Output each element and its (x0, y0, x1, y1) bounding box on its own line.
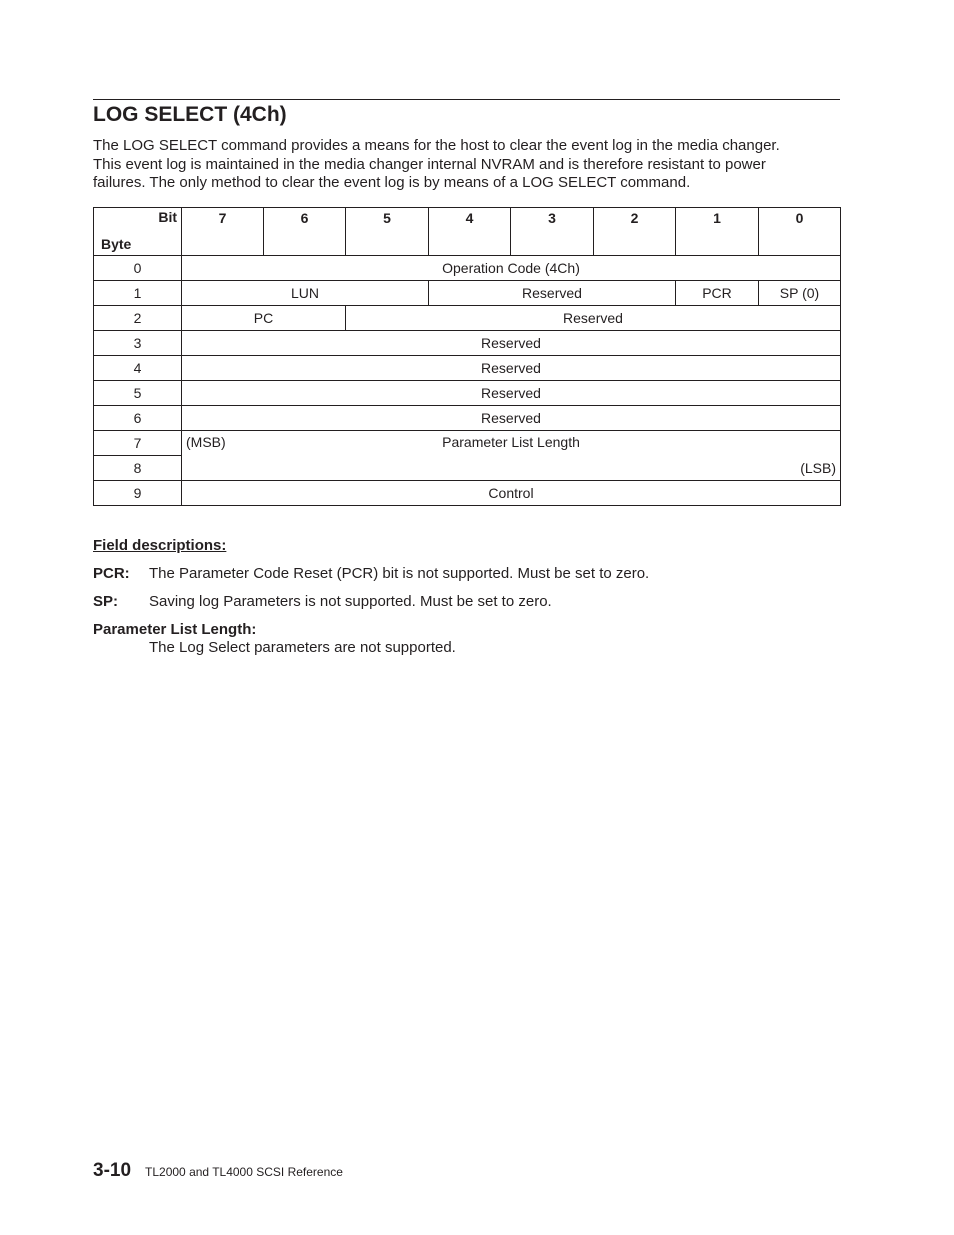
pc-field: PC (182, 306, 346, 331)
top-rule (93, 99, 840, 100)
reserved-field: Reserved (182, 381, 841, 406)
table-corner-cell (94, 208, 182, 256)
operation-code-field: Operation Code (4Ch) (182, 256, 841, 281)
pcr-description: The Parameter Code Reset (PCR) bit is not supported. Must be set to zero. (149, 565, 650, 582)
sp-field: SP (0) (759, 281, 841, 306)
byte-number: 2 (94, 306, 182, 331)
reserved-field: Reserved (182, 406, 841, 431)
byte-number: 1 (94, 281, 182, 306)
parameter-list-length-field (182, 431, 841, 456)
bit-header: 7 (182, 208, 264, 256)
table-row (94, 281, 841, 306)
byte-number: 0 (94, 256, 182, 281)
table-row (94, 456, 841, 481)
parameter-list-length-label: Parameter List Length (442, 434, 580, 450)
page-number: 3-10 (93, 1160, 132, 1181)
byte-number: 4 (94, 356, 182, 381)
intro-line: The LOG SELECT command provides a means for the host to clear the event log in the media changer. (93, 137, 780, 154)
reserved-field: Reserved (182, 356, 841, 381)
page-title: LOG SELECT (4Ch) (93, 103, 287, 126)
table-row (94, 256, 841, 281)
sp-description: Saving log Parameters is not supported. Must be set to zero. (149, 593, 552, 610)
intro-line: failures. The only method to clear the event log is by means of a LOG SELECT command. (93, 174, 691, 191)
pcr-field: PCR (676, 281, 759, 306)
command-descriptor-table (93, 207, 841, 506)
parameter-list-length-description: The Log Select parameters are not supported. (149, 639, 456, 656)
table-row (94, 356, 841, 381)
table-row (94, 431, 841, 456)
table-row (94, 406, 841, 431)
byte-number: 6 (94, 406, 182, 431)
intro-paragraph (93, 137, 843, 193)
table-row (94, 381, 841, 406)
table-row (94, 306, 841, 331)
table-header-row (94, 208, 841, 256)
parameter-list-length-term: Parameter List Length: (93, 621, 257, 638)
lsb-marker: (LSB) (182, 456, 841, 481)
table-row (94, 331, 841, 356)
bit-header: 2 (594, 208, 676, 256)
sp-definition (93, 593, 552, 611)
lun-field: LUN (182, 281, 429, 306)
reserved-field: Reserved (182, 331, 841, 356)
intro-line: This event log is maintained in the media changer internal NVRAM and is therefore resistant to power (93, 155, 766, 173)
bit-header: 6 (264, 208, 346, 256)
byte-number: 3 (94, 331, 182, 356)
bit-header: 0 (759, 208, 841, 256)
byte-number: 9 (94, 481, 182, 506)
bit-header: 5 (346, 208, 429, 256)
book-title: TL2000 and TL4000 SCSI Reference (145, 1165, 343, 1179)
reserved-field: Reserved (429, 281, 676, 306)
bit-header: 3 (511, 208, 594, 256)
control-field: Control (182, 481, 841, 506)
page-footer (93, 1160, 343, 1182)
byte-number: 5 (94, 381, 182, 406)
reserved-field: Reserved (346, 306, 841, 331)
sp-term: SP: (93, 593, 119, 610)
byte-number: 8 (94, 456, 182, 481)
pcr-definition (93, 565, 649, 583)
byte-number: 7 (94, 431, 182, 456)
table-row (94, 481, 841, 506)
byte-label: Byte (101, 236, 132, 252)
msb-marker: (MSB) (186, 434, 226, 450)
field-descriptions-heading: Field descriptions: (93, 537, 227, 554)
bit-header: 1 (676, 208, 759, 256)
bit-header: 4 (429, 208, 511, 256)
pcr-term: PCR: (93, 565, 130, 582)
bit-label: Bit (158, 209, 177, 225)
